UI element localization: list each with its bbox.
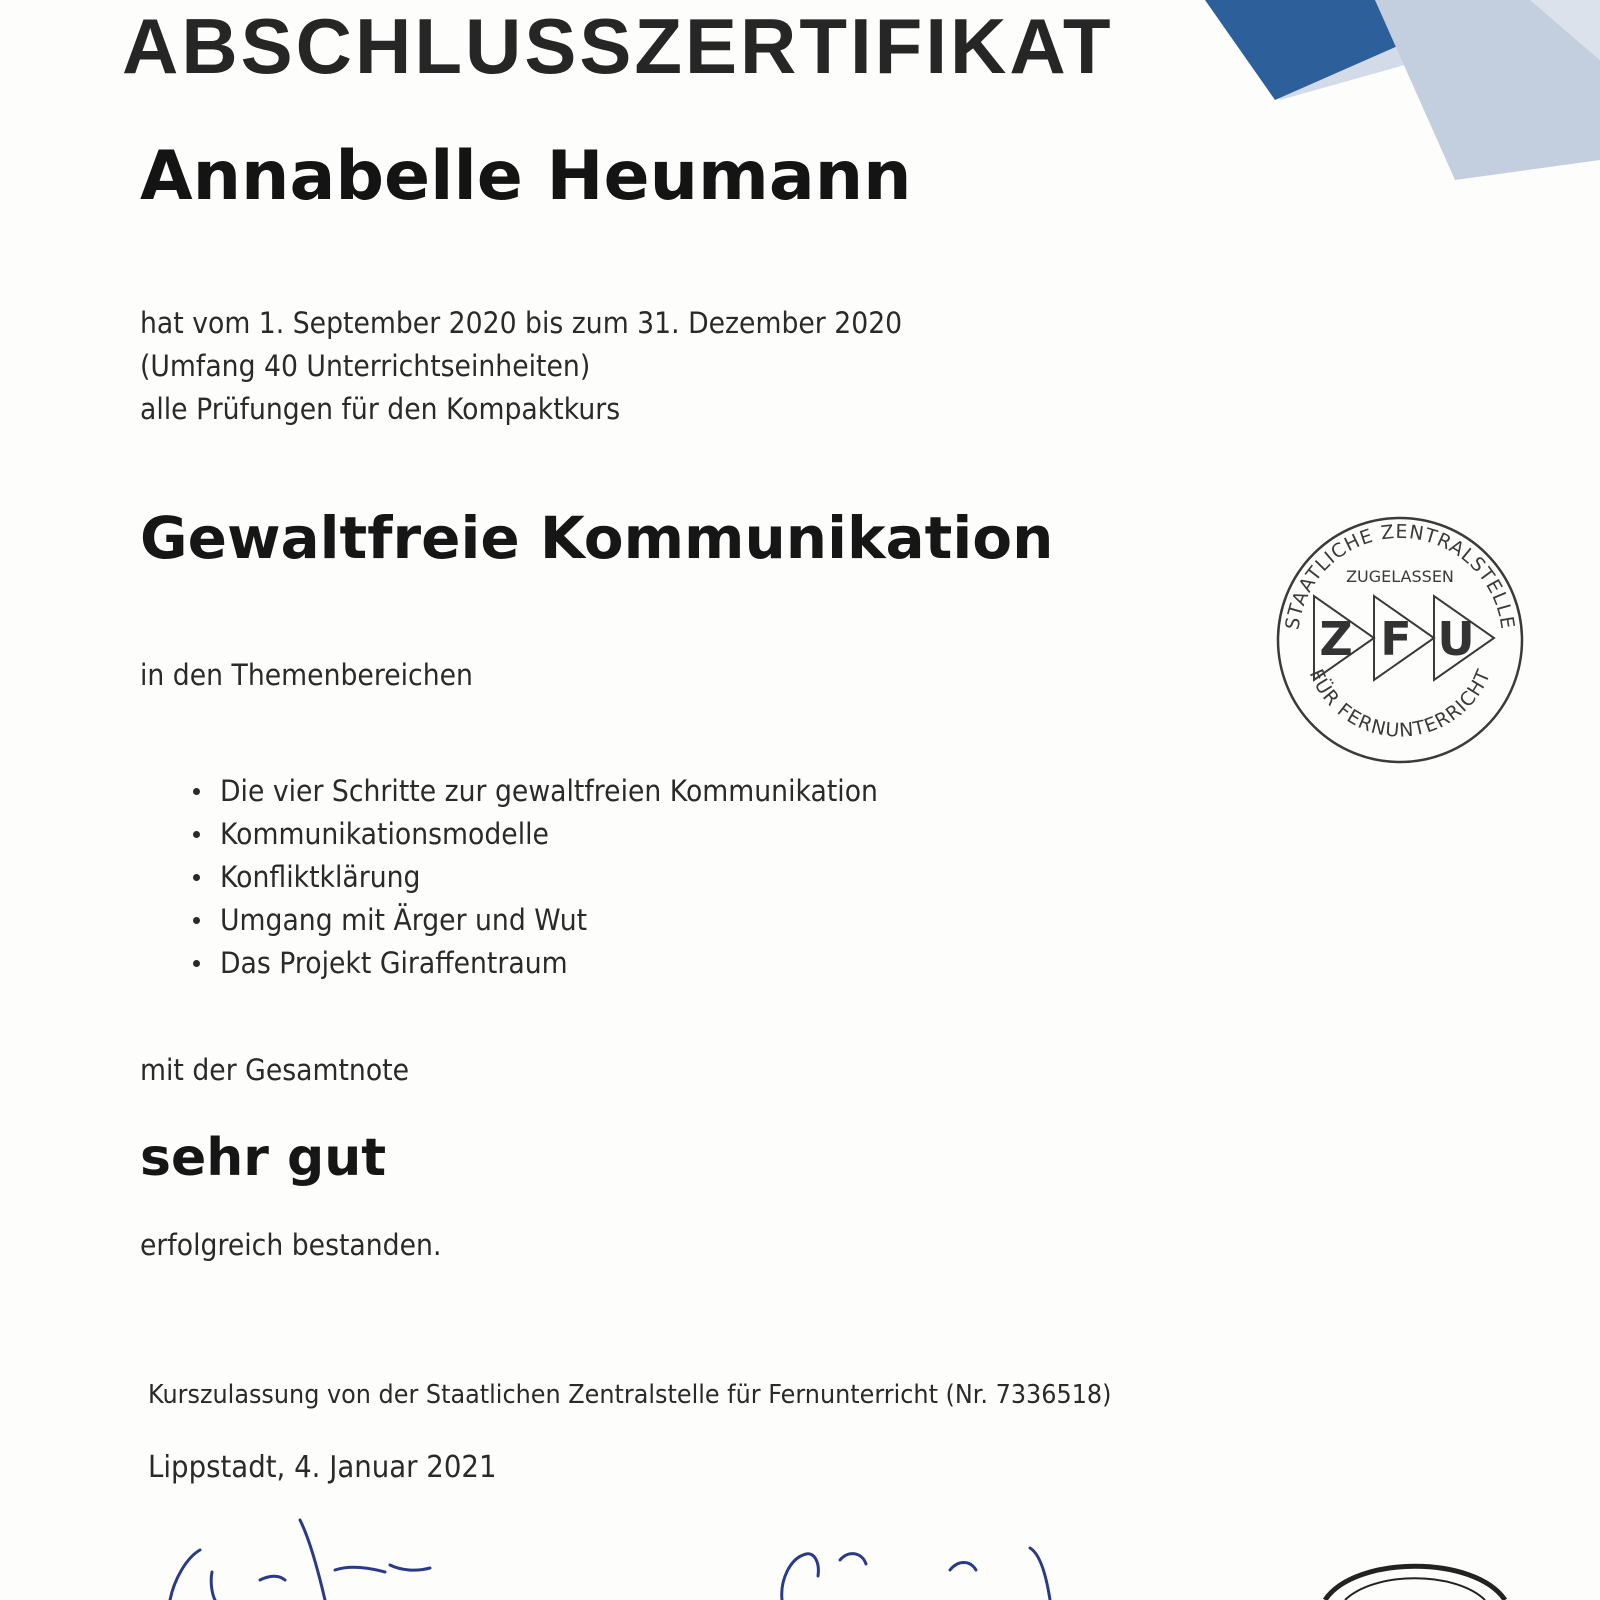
grade: sehr gut [140, 1128, 387, 1188]
seal-letter-f: F [1380, 612, 1412, 666]
list-item [193, 813, 935, 856]
list-item [193, 942, 935, 985]
list-item [193, 770, 935, 813]
topic-label: Umgang mit Ärger und Wut [220, 903, 588, 937]
stamp-partial [1320, 1545, 1510, 1600]
bullet-icon [193, 831, 200, 838]
list-item [193, 856, 935, 899]
bullet-icon [193, 788, 200, 795]
bullet-icon [193, 960, 200, 967]
signature-right [770, 1540, 1070, 1600]
passed-text: erfolgreich bestanden. [140, 1228, 442, 1262]
intro-text [140, 302, 968, 431]
place-date: Lippstadt, 4. Januar 2021 [148, 1450, 497, 1485]
topic-label: Die vier Schritte zur gewaltfreien Kommunikation [220, 774, 878, 808]
corner-decoration [1200, 0, 1600, 200]
approval-text: Kurszulassung von der Staatlichen Zentralstelle für Fernunterricht (Nr. 7336518) [148, 1380, 1112, 1410]
seal-bottom-text: FÜR FERNUNTERRICHT [1304, 666, 1496, 742]
topic-label: Konfliktklärung [220, 860, 421, 894]
recipient-name: Annabelle Heumann [140, 137, 912, 216]
topic-label: Das Projekt Giraffentraum [220, 946, 568, 980]
list-item [193, 899, 935, 942]
seal-letter-u: U [1437, 612, 1475, 666]
svg-text:FÜR FERNUNTERRICHT [1305, 666, 1495, 742]
seal-center-label: ZUGELASSEN [1346, 567, 1454, 586]
intro-line-scope: (Umfang 40 Unterrichtseinheiten) [140, 349, 591, 383]
topics-intro: in den Themenbereichen [140, 658, 473, 692]
seal-top-text: STAATLICHE ZENTRALSTELLE [1281, 520, 1519, 632]
seal-letter-z: Z [1319, 612, 1353, 666]
certificate-title: ABSCHLUSSZERTIFIKAT [122, 2, 1114, 90]
topic-label: Kommunikationsmodelle [220, 817, 549, 851]
intro-line-exams: alle Prüfungen für den Kompaktkurs [140, 392, 621, 426]
course-name: Gewaltfreie Kommunikation [140, 504, 1054, 572]
grade-intro: mit der Gesamtnote [140, 1053, 410, 1087]
bullet-icon [193, 917, 200, 924]
zfu-seal [1270, 510, 1530, 770]
topics-list [193, 770, 935, 985]
signature-left [160, 1510, 440, 1600]
bullet-icon [193, 874, 200, 881]
intro-line-period: hat vom 1. September 2020 bis zum 31. Dezember 2020 [140, 306, 903, 340]
